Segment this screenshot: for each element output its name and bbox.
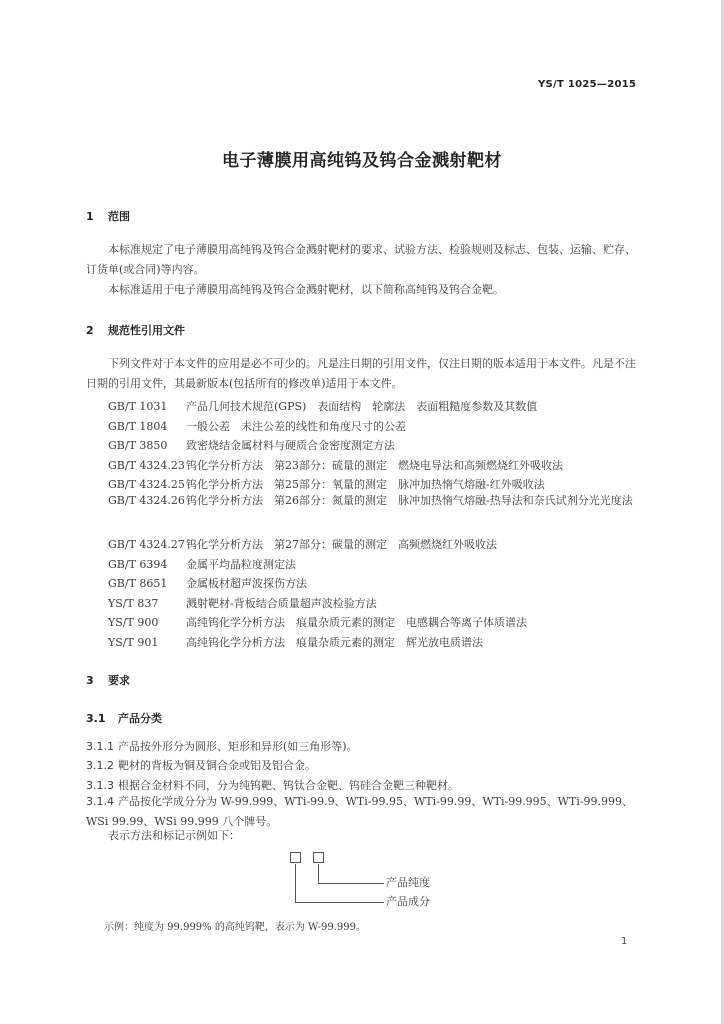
reference-code: GB/T 4324.25: [108, 478, 185, 491]
clause-text: 产品按化学成分分为 W-99.999、WTi-99.9、WTi-99.95、WTi-99.99、WTi-99.995、WTi-99.999、WSi 99.99、WSi 99.999 八个牌号。: [86, 795, 634, 828]
clause-item: [86, 777, 459, 793]
clause-number: 3.1.2: [86, 759, 114, 772]
reference-title: 高纯钨化学分析方法 痕量杂质元素的测定 电感耦合等离子体质谱法: [186, 616, 527, 629]
section-title: 规范性引用文件: [108, 324, 185, 337]
purity-label: 产品纯度: [386, 876, 430, 889]
reference-title: 钨化学分析方法 第26部分：氮量的测定 脉冲加热惰气熔融-热导法和奈氏试剂分光光度法: [186, 494, 633, 507]
reference-code: GB/T 4324.23: [108, 459, 185, 472]
composition-leader-vertical: [295, 864, 296, 902]
reference-title: 溅射靶材-背板结合质量超声波检验方法: [186, 597, 377, 610]
reference-code: GB/T 4324.27: [108, 538, 185, 551]
clause-number: 3.1.1: [86, 740, 114, 753]
reference-code: GB/T 4324.26: [108, 494, 185, 507]
notation-example: 示例：纯度为 99.999% 的高纯钨靶，表示为 W-99.999。: [104, 922, 366, 933]
section-3-heading: [86, 672, 130, 688]
section-number: 1: [86, 210, 94, 223]
reference-item: [108, 634, 483, 650]
reference-code: GB/T 3850: [108, 439, 168, 452]
section-number: 3: [86, 674, 94, 687]
reference-code: GB/T 1031: [108, 400, 168, 413]
document-title: 电子薄膜用高纯钨及钨合金溅射靶材: [222, 151, 502, 171]
section-title: 要求: [108, 674, 130, 687]
section-title: 范围: [108, 210, 130, 223]
section-number: 2: [86, 324, 94, 337]
reference-title: 金属平均晶粒度测定法: [186, 558, 296, 571]
composition-box: [313, 852, 324, 863]
purity-box: [290, 852, 301, 863]
clause-text: 靶材的背板为铜及铜合金或铝及铝合金。: [118, 759, 316, 772]
section-1-paragraph-1: 本标准规定了电子薄膜用高纯钨及钨合金溅射靶材的要求、试验方法、检验规则及标志、包装、运输、贮存、订货单(或合同)等内容。: [86, 243, 636, 276]
clause-item: [86, 757, 316, 773]
section-1-paragraph-2: 本标准适用于电子薄膜用高纯钨及钨合金溅射靶材，以下简称高纯钨及钨合金靶。: [108, 283, 504, 296]
subsection-title: 产品分类: [118, 712, 162, 725]
section-2-heading: [86, 322, 185, 338]
reference-title: 金属板材超声波探伤方法: [186, 577, 307, 590]
notation-intro: 表示方法和标记示例如下：: [108, 829, 240, 842]
clause-text: 根据合金材料不同，分为纯钨靶、钨钛合金靶、钨硅合金靶三种靶材。: [118, 779, 459, 792]
clause-text: 产品按外形分为圆形、矩形和异形(如三角形等)。: [118, 740, 358, 753]
reference-title: 钨化学分析方法 第27部分：碳量的测定 高频燃烧红外吸收法: [186, 538, 497, 551]
reference-item: [108, 457, 563, 473]
reference-item: [108, 575, 307, 591]
purity-leader-vertical: [318, 864, 319, 883]
reference-item: [108, 536, 497, 552]
reference-item: [108, 556, 296, 572]
reference-title: 高纯钨化学分析方法 痕量杂质元素的测定 辉光放电质谱法: [186, 636, 483, 649]
standard-number: YS/T 1025—2015: [538, 79, 637, 90]
composition-leader-horizontal: [295, 902, 384, 903]
purity-leader-horizontal: [318, 883, 384, 884]
reference-title: 产品几何技术规范(GPS) 表面结构 轮廓法 表面粗糙度参数及其数值: [186, 400, 538, 413]
page-number: 1: [621, 936, 628, 947]
clause-number: 3.1.4: [86, 795, 114, 808]
reference-title: 钨化学分析方法 第23部分：硫量的测定 燃烧电导法和高频燃烧红外吸收法: [186, 459, 563, 472]
composition-label: 产品成分: [386, 895, 430, 908]
reference-title: 致密烧结金属材料与硬质合金密度测定方法: [186, 439, 395, 452]
reference-item: [108, 595, 377, 611]
reference-code: YS/T 901: [108, 636, 159, 649]
subsection-number: 3.1: [86, 712, 106, 725]
reference-item: [108, 437, 395, 453]
reference-title: 一般公差 未注公差的线性和角度尺寸的公差: [186, 420, 406, 433]
clause-item: [86, 738, 358, 754]
reference-title: 钨化学分析方法 第25部分：氧量的测定 脉冲加热惰气熔融-红外吸收法: [186, 478, 545, 491]
reference-code: YS/T 900: [108, 616, 159, 629]
clause-number: 3.1.3: [86, 779, 114, 792]
subsection-3-1-heading: [86, 710, 162, 726]
reference-item: [108, 418, 406, 434]
reference-code: GB/T 1804: [108, 420, 168, 433]
section-1-heading: [86, 208, 130, 224]
reference-code: YS/T 837: [108, 597, 159, 610]
reference-code: GB/T 6394: [108, 558, 168, 571]
section-2-intro: 下列文件对于本文件的应用是必不可少的。凡是注日期的引用文件，仅注日期的版本适用于本文件。凡是不注日期的引用文件，其最新版本(包括所有的修改单)适用于本文件。: [86, 357, 636, 390]
reference-code: GB/T 8651: [108, 577, 168, 590]
reference-item: [108, 614, 527, 630]
reference-item: [108, 476, 545, 492]
reference-item: [86, 491, 642, 511]
reference-item: [108, 398, 537, 414]
